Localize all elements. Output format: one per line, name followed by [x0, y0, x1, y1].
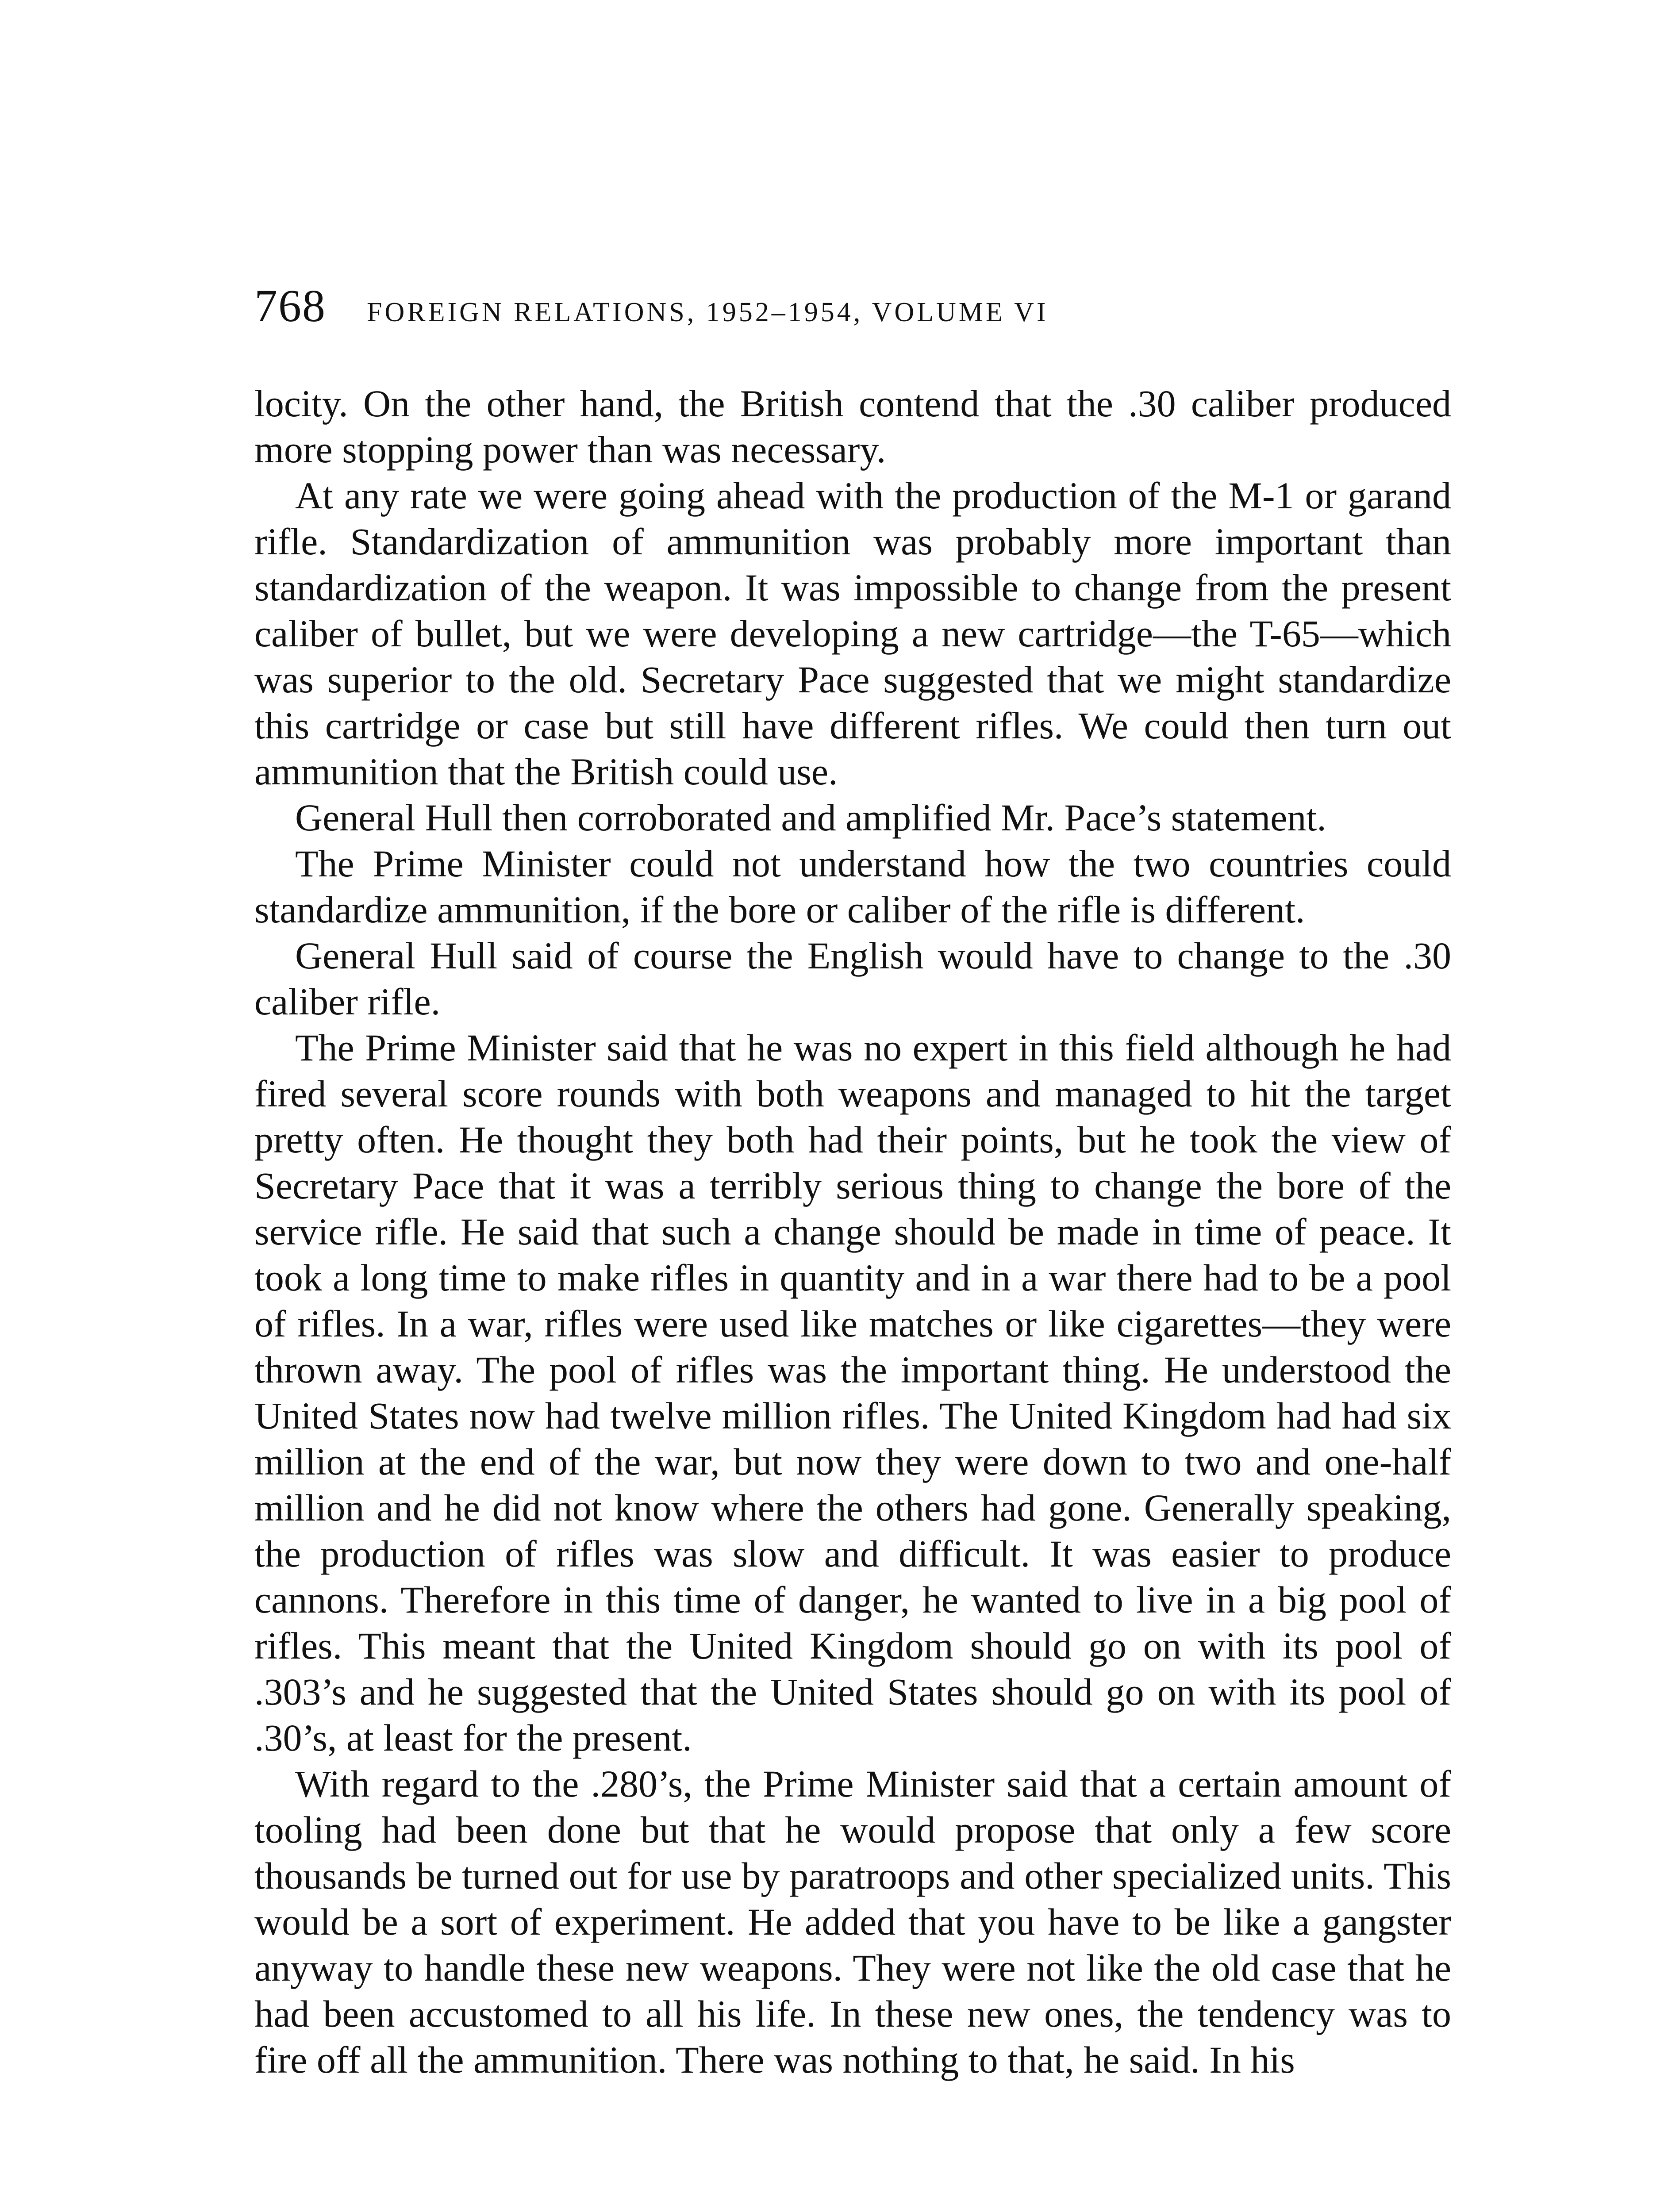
paragraph-rifle-production: At any rate we were going ahead with the production of the M-1 or garand rifle. Standardization of ammunition was probably more important than standardization of the weapon. It was impossible to change from the present caliber of bullet, but we were developing a new cartridge—the T-65—which was superior to the old. Secretary Pace suggested that we might standardize this cartridge or case but still have different rifles. We could then turn out ammunition that the British could use.: [254, 474, 1451, 793]
page-number: 768: [254, 280, 326, 331]
paragraph-general-hull-reply: General Hull said of course the English would have to change to the .30 caliber rifle.: [254, 934, 1451, 1023]
paragraph-280-rifles: With regard to the .280’s, the Prime Minister said that a certain amount of tooling had been done but that he would propose that only a few score thousands be turned out for use by paratroops and other specialized units. This would be a sort of experiment. He added that you have to be like a gangster anyway to handle these new weapons. They were not like the old case that he had been accustomed to all his life. In these new ones, the tendency was to fire off all the ammunition. There was nothing to that, he said. In his: [254, 1763, 1451, 2081]
paragraph-prime-minister-rifles: The Prime Minister said that he was no expert in this field although he had fired several score rounds with both weapons and managed to hit the target pretty often. He thought they both had their points, but he took the view of Secretary Pace that it was a terribly serious thing to change the bore of the service rifle. He said that such a change should be made in time of peace. It took a long time to make rifles in quantity and in a war there had to be a pool of rifles. In a war, rifles were used like matches or like cigarettes—they were thrown away. The pool of rifles was the important thing. He understood the United States now had twelve million rifles. The United Kingdom had had six million at the end of the war, but now they were down to two and one-half million and he did not know where the others had gone. Generally speaking, the production of rifles was slow and difficult. It was easier to produce cannons. Therefore in this time of danger, he wanted to live in a big pool of rifles. This meant that the United Kingdom should go on with its pool of .303’s and he suggested that the United States should go on with its pool of .30’s, at least for the present.: [254, 1026, 1451, 1759]
paragraph-general-hull-statement: General Hull then corroborated and amplified Mr. Pace’s statement.: [295, 796, 1326, 839]
paragraph-continuation: locity. On the other hand, the British contend that the .30 caliber produced more stopping power than was necessary.: [254, 382, 1451, 471]
running-title: FOREIGN RELATIONS, 1952–1954, VOLUME VI: [367, 297, 1049, 327]
body-text: [254, 380, 1451, 2083]
running-head: [254, 280, 1449, 354]
paragraph-prime-minister-question: The Prime Minister could not understand how the two countries could standardize ammunition, if the bore or caliber of the rifle is different.: [254, 842, 1451, 931]
